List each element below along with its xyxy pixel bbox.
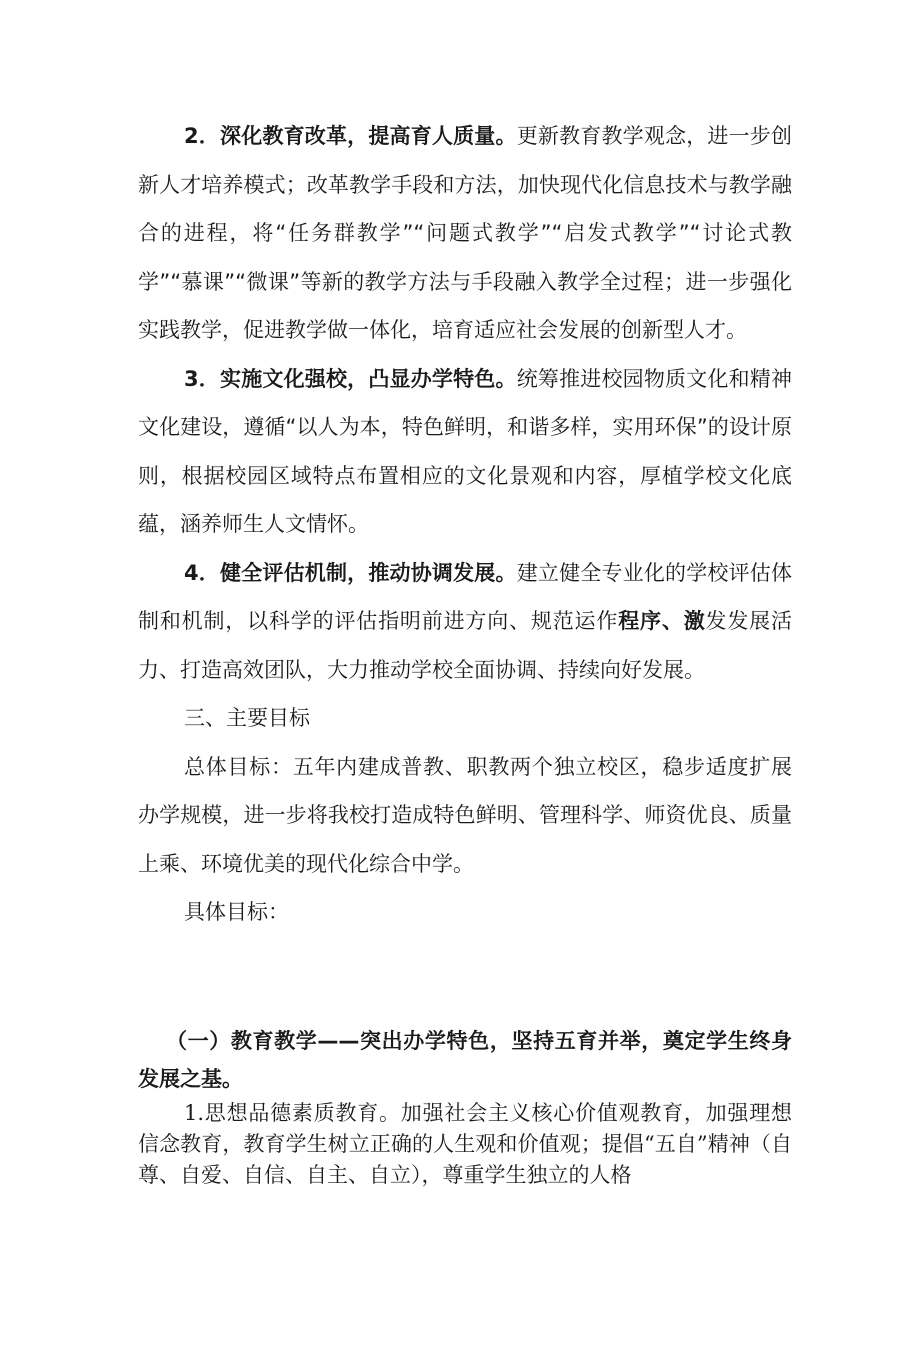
paragraph-lead: 3．实施文化强校，凸显办学特色。 [184, 366, 517, 391]
item-1-container [138, 1098, 792, 1346]
specific-goal-label: 具体目标： [184, 900, 289, 924]
sub-heading-education: （一）教育教学——突出办学特色，坚持五育并举，奠定学生终身发展之基。 [138, 1029, 792, 1091]
paragraph-culture [138, 355, 792, 549]
paragraph-overall-goal: 总体目标：五年内建成普教、职教两个独立校区，稳步适度扩展办学规模，进一步将我校打造成特色鲜明、管理科学、师资优良、质量上乘、环境优美的现代化综合中学。 [138, 754, 792, 876]
paragraph-lead: 2．深化教育改革，提高育人质量。 [184, 124, 517, 148]
lower-section [138, 1022, 792, 1346]
paragraph-text: 建立健全专业化的学校评估体制和机制，以科学的评估指明前进方向、规范运作 [138, 560, 792, 633]
paragraph-text: 发发展活力、打造高效团队，大力推动学校全面协调、持续向好发展。 [138, 609, 793, 682]
section-heading: 三、主要目标 [184, 706, 310, 730]
paragraph-reform [138, 112, 792, 355]
paragraph-text: 统筹推进校园物质文化和精神文化建设，遵循“以人为本，特色鲜明，和谐多样，实用环保”的设计原则，根据校园区域特点布置相应的文化景观和内容，厚植学校文化底蕴，涵养师生人文情怀。 [138, 366, 792, 536]
paragraph-text: 更新教育教学观念，进一步创新人才培养模式；改革教学手段和方法，加快现代化信息技术与教学融合的进程，将“任务群教学”“问题式教学”“启发式教学”“讨论式教学”“慕课”“微课”等新的教学方法与手段融入教学全过程；进一步强化实践教学，促进教学做一体化，培育适应社会发展的创新型人才。 [138, 124, 792, 342]
paragraph-lead: 4．健全评估机制，推动协调发展。 [184, 560, 517, 585]
item-moral-education: 1.思想品德素质教育。加强社会主义核心价值观教育，加强理想信念教育，教育学生树立正确的人生观和价值观；提倡“五自”精神（自尊、自爱、自信、自主、自立），尊重学生独立的人格 [138, 1101, 792, 1187]
upper-section [138, 112, 792, 937]
paragraph-evaluation [138, 549, 792, 695]
paragraph-text-bold: 程序、激 [618, 609, 706, 633]
